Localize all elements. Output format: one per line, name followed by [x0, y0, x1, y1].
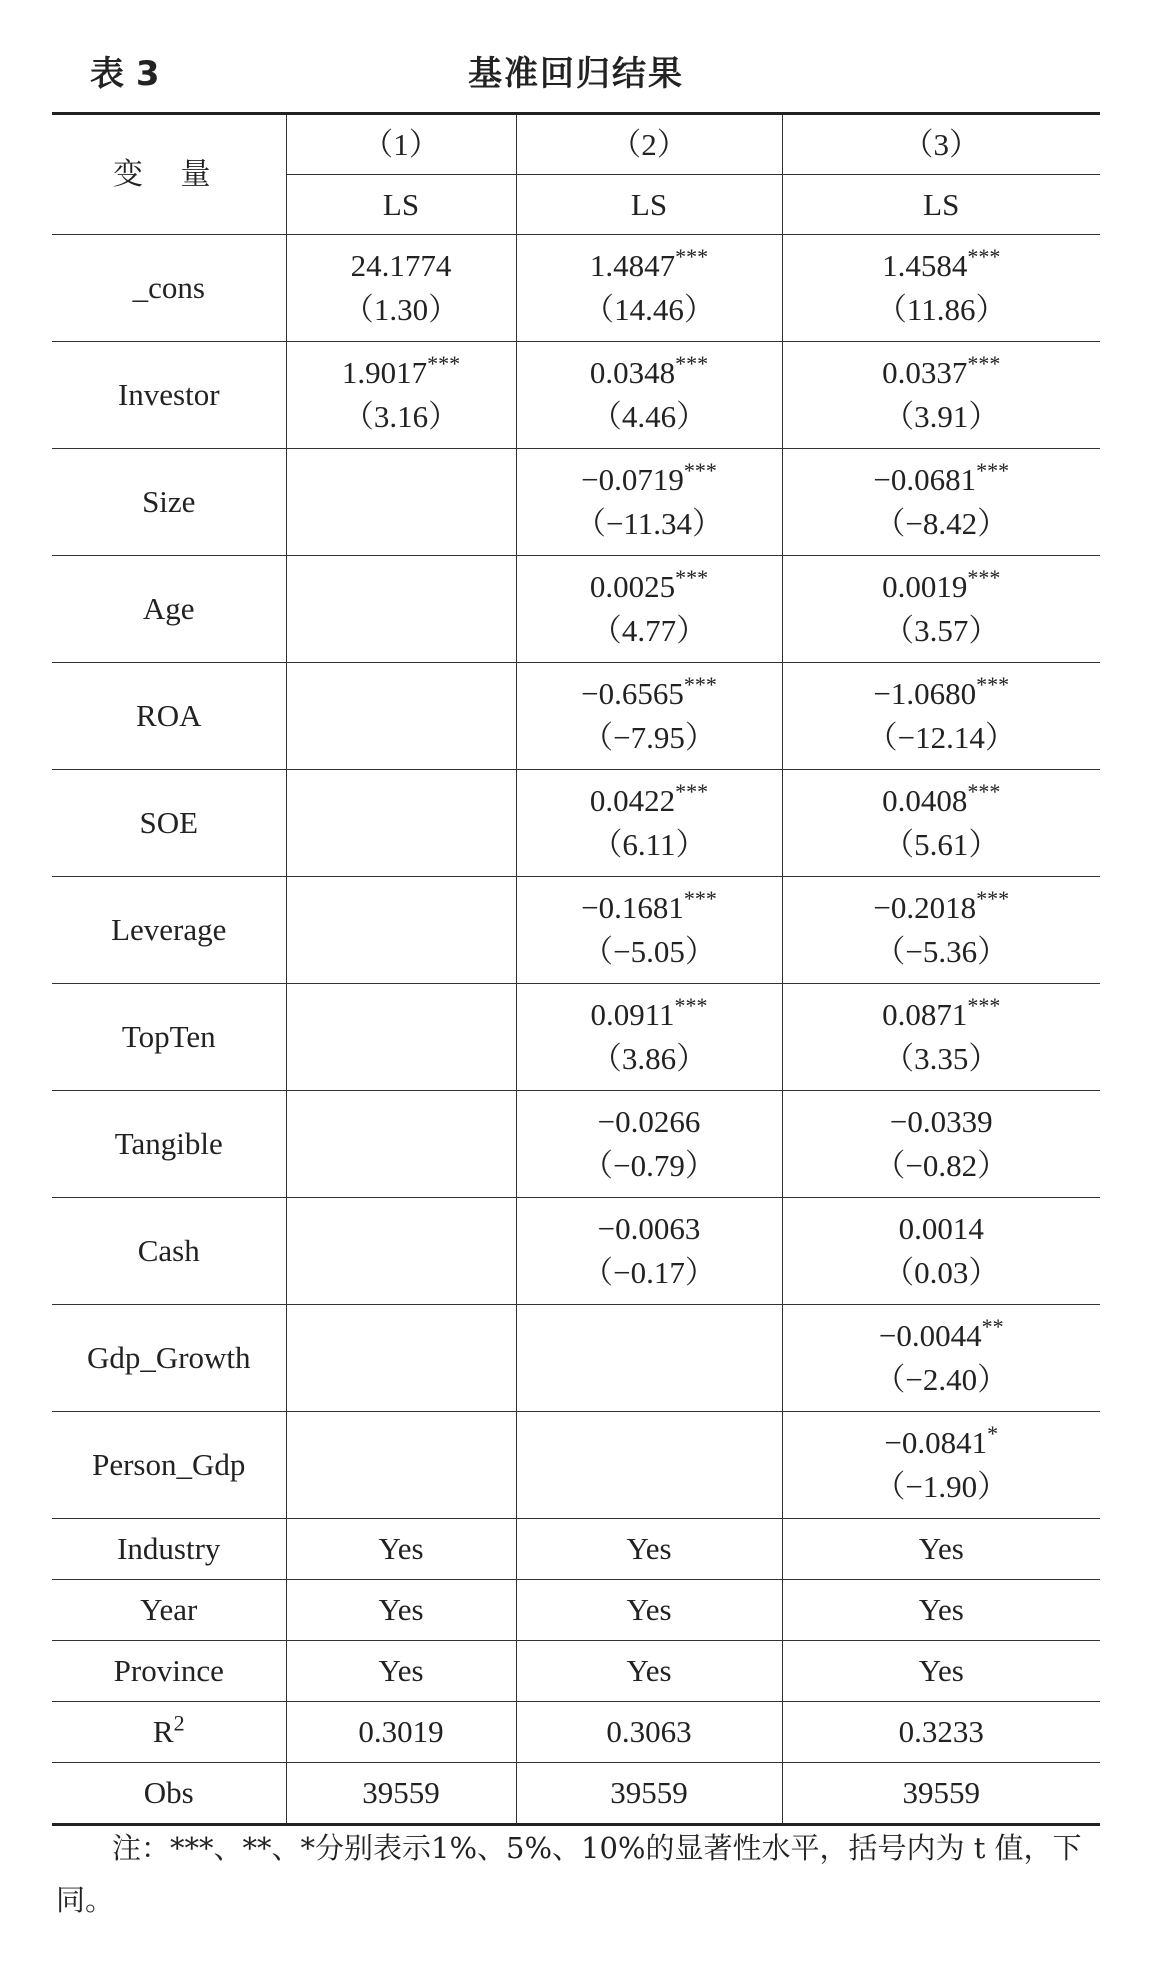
obs-row	[52, 1763, 1100, 1825]
t-statistic: （−2.40）	[874, 1362, 1009, 1397]
coefficient-value: 0.0025	[589, 569, 676, 604]
coefficient	[783, 1100, 1101, 1144]
estimate-cell	[516, 877, 782, 984]
coefficient	[783, 993, 1101, 1037]
column-header: （1）	[286, 114, 516, 175]
t-statistic: （1.30）	[342, 292, 460, 327]
variable-name: Cash	[52, 1198, 286, 1305]
significance-stars: ***	[674, 993, 708, 1018]
coefficient-value: −0.6565	[581, 676, 684, 711]
r2-label	[52, 1702, 286, 1763]
significance-stars: ***	[427, 351, 461, 376]
t-statistic: （−0.79）	[582, 1148, 716, 1183]
coefficient-value: −0.0681	[873, 462, 977, 497]
coefficient	[783, 886, 1101, 930]
coefficient-value: −0.0339	[889, 1104, 993, 1139]
t-statistic: （14.46）	[583, 292, 715, 327]
column-header: （3）	[782, 114, 1100, 175]
t-statistic: （3.57）	[883, 613, 1000, 648]
coefficient-value: 24.1774	[350, 248, 452, 283]
table-row	[52, 1091, 1100, 1198]
control-row	[52, 1519, 1100, 1580]
table-row	[52, 449, 1100, 556]
table-row	[52, 984, 1100, 1091]
estimate-cell	[516, 663, 782, 770]
t-statistic: （3.35）	[883, 1041, 1000, 1076]
coefficient	[517, 779, 782, 823]
variable-name: _cons	[52, 235, 286, 342]
coefficient	[783, 1421, 1101, 1465]
variable-name: Tangible	[52, 1091, 286, 1198]
significance-stars: ***	[967, 244, 1001, 269]
estimate-cell	[286, 663, 516, 770]
t-statistic: （−0.17）	[582, 1255, 716, 1290]
estimate-cell	[782, 342, 1100, 449]
significance-stars: **	[981, 1314, 1004, 1339]
t-statistic: （3.86）	[590, 1041, 708, 1076]
table-row	[52, 663, 1100, 770]
estimate-cell	[782, 984, 1100, 1091]
coefficient	[783, 779, 1101, 823]
control-value: Yes	[516, 1580, 782, 1641]
estimate-cell	[782, 877, 1100, 984]
coefficient	[783, 458, 1101, 502]
obs-value: 39559	[516, 1763, 782, 1825]
table-note: 注：***、**、*分别表示1%、5%、10%的显著性水平，括号内为 t 值，下同。	[56, 1831, 1082, 1917]
coefficient	[287, 244, 516, 288]
control-value: Yes	[516, 1519, 782, 1580]
control-name: Province	[52, 1641, 286, 1702]
estimate-cell	[516, 235, 782, 342]
estimate-cell	[516, 984, 782, 1091]
variable-header: 变 量	[52, 114, 286, 235]
significance-stars: ***	[967, 351, 1001, 376]
method-header: LS	[286, 175, 516, 235]
control-row	[52, 1580, 1100, 1641]
coefficient-value: −0.0719	[581, 462, 684, 497]
column-header: （2）	[516, 114, 782, 175]
significance-stars: ***	[976, 458, 1010, 483]
control-value: Yes	[782, 1580, 1100, 1641]
table-row	[52, 1412, 1100, 1519]
r2-row	[52, 1702, 1100, 1763]
r2-base: R	[152, 1714, 174, 1749]
variable-name: Leverage	[52, 877, 286, 984]
coefficient-value: 0.0337	[882, 355, 968, 390]
r2-value: 0.3233	[782, 1702, 1100, 1763]
estimate-cell	[286, 1412, 516, 1519]
control-value: Yes	[782, 1519, 1100, 1580]
estimate-cell	[516, 1198, 782, 1305]
coefficient	[783, 1207, 1101, 1251]
header-row-columns	[52, 114, 1100, 175]
t-statistic: （5.61）	[883, 827, 1000, 862]
variable-name: Size	[52, 449, 286, 556]
estimate-cell	[516, 1091, 782, 1198]
estimate-cell	[286, 449, 516, 556]
coefficient-value: 0.0019	[882, 569, 968, 604]
coefficient-value: 0.0348	[589, 355, 676, 390]
control-value: Yes	[286, 1641, 516, 1702]
t-statistic: （−12.14）	[866, 720, 1016, 755]
estimate-cell	[782, 1412, 1100, 1519]
coefficient	[517, 565, 782, 609]
table-row	[52, 770, 1100, 877]
obs-label: Obs	[52, 1763, 286, 1825]
estimate-cell	[782, 235, 1100, 342]
significance-stars: ***	[967, 565, 1001, 590]
estimate-cell	[782, 770, 1100, 877]
variable-name: Person_Gdp	[52, 1412, 286, 1519]
coefficient	[783, 672, 1101, 716]
table-row	[52, 1198, 1100, 1305]
control-value: Yes	[286, 1519, 516, 1580]
coefficient	[517, 1100, 782, 1144]
t-statistic: （−5.36）	[874, 934, 1009, 969]
estimate-cell	[286, 770, 516, 877]
table-row	[52, 877, 1100, 984]
table-row	[52, 235, 1100, 342]
coefficient-value: −0.2018	[873, 890, 977, 925]
variable-name: SOE	[52, 770, 286, 877]
table-number: 表 3	[90, 54, 160, 94]
coefficient-value: 0.0422	[589, 783, 676, 818]
estimate-cell	[516, 449, 782, 556]
coefficient	[517, 886, 782, 930]
coefficient-value: −0.0063	[597, 1211, 701, 1246]
table-title: 基准回归结果	[468, 54, 684, 94]
table-caption	[52, 40, 1100, 100]
coefficient	[517, 458, 782, 502]
significance-stars: ***	[683, 886, 717, 911]
coefficient	[517, 351, 782, 395]
coefficient	[517, 993, 782, 1037]
control-value: Yes	[782, 1641, 1100, 1702]
coefficient-value: 0.0408	[882, 783, 968, 818]
estimate-cell	[782, 1305, 1100, 1412]
variable-name: ROA	[52, 663, 286, 770]
t-statistic: （3.16）	[342, 399, 460, 434]
t-statistic: （−5.05）	[582, 934, 716, 969]
significance-stars: ***	[675, 351, 709, 376]
coefficient	[287, 351, 516, 395]
table-row	[52, 556, 1100, 663]
significance-stars: ***	[683, 458, 717, 483]
coefficient-value: −0.0044	[878, 1318, 982, 1353]
control-name: Year	[52, 1580, 286, 1641]
estimate-cell	[516, 342, 782, 449]
variable-name: Age	[52, 556, 286, 663]
method-header: LS	[782, 175, 1100, 235]
obs-value: 39559	[286, 1763, 516, 1825]
t-statistic: （−11.34）	[574, 506, 724, 541]
estimate-cell	[286, 1091, 516, 1198]
significance-stars: ***	[675, 565, 709, 590]
t-statistic: （−0.82）	[874, 1148, 1009, 1183]
coefficient-value: 0.0014	[898, 1211, 984, 1246]
significance-stars: ***	[967, 993, 1001, 1018]
t-statistic: （11.86）	[875, 292, 1007, 327]
significance-stars: ***	[976, 886, 1010, 911]
variable-name: TopTen	[52, 984, 286, 1091]
estimate-cell	[782, 449, 1100, 556]
estimate-cell	[286, 1305, 516, 1412]
coefficient-value: 1.9017	[341, 355, 428, 390]
t-statistic: （3.91）	[883, 399, 1000, 434]
estimate-cell	[286, 877, 516, 984]
estimate-cell	[286, 342, 516, 449]
significance-stars: ***	[967, 779, 1001, 804]
coefficient	[517, 1207, 782, 1251]
estimate-cell	[286, 1198, 516, 1305]
method-header: LS	[516, 175, 782, 235]
table-row	[52, 1305, 1100, 1412]
r2-value: 0.3019	[286, 1702, 516, 1763]
estimate-cell	[782, 556, 1100, 663]
significance-stars: ***	[683, 672, 717, 697]
t-statistic: （0.03）	[883, 1255, 1000, 1290]
estimate-cell	[782, 1091, 1100, 1198]
estimate-cell	[516, 1412, 782, 1519]
r2-superscript: 2	[173, 1710, 185, 1736]
obs-value: 39559	[782, 1763, 1100, 1825]
significance-stars: ***	[675, 779, 709, 804]
coefficient-value: 1.4584	[882, 248, 968, 283]
estimate-cell	[782, 663, 1100, 770]
r2-value: 0.3063	[516, 1702, 782, 1763]
estimate-cell	[782, 1198, 1100, 1305]
estimate-cell	[286, 984, 516, 1091]
t-statistic: （−8.42）	[874, 506, 1009, 541]
t-statistic: （4.46）	[590, 399, 708, 434]
control-row	[52, 1641, 1100, 1702]
coefficient-value: 0.0871	[882, 997, 968, 1032]
coefficient	[783, 565, 1101, 609]
estimate-cell	[516, 1305, 782, 1412]
estimate-cell	[516, 770, 782, 877]
coefficient	[517, 244, 782, 288]
variable-name: Gdp_Growth	[52, 1305, 286, 1412]
estimate-cell	[516, 556, 782, 663]
t-statistic: （−1.90）	[874, 1469, 1009, 1504]
coefficient	[783, 351, 1101, 395]
t-statistic: （−7.95）	[582, 720, 716, 755]
control-value: Yes	[516, 1641, 782, 1702]
coefficient-value: −0.0266	[597, 1104, 701, 1139]
table-row	[52, 342, 1100, 449]
estimate-cell	[286, 235, 516, 342]
coefficient-value: 0.0911	[590, 997, 675, 1032]
variable-name: Investor	[52, 342, 286, 449]
coefficient	[783, 1314, 1101, 1358]
t-statistic: （4.77）	[590, 613, 708, 648]
coefficient-value: −1.0680	[873, 676, 977, 711]
control-value: Yes	[286, 1580, 516, 1641]
significance-stars: ***	[675, 244, 709, 269]
significance-stars: ***	[976, 672, 1010, 697]
control-name: Industry	[52, 1519, 286, 1580]
coefficient-value: −0.0841	[884, 1425, 988, 1460]
significance-stars: *	[987, 1421, 999, 1446]
estimate-cell	[286, 556, 516, 663]
coefficient	[783, 244, 1101, 288]
coefficient-value: −0.1681	[581, 890, 684, 925]
coefficient-value: 1.4847	[589, 248, 676, 283]
coefficient	[517, 672, 782, 716]
t-statistic: （6.11）	[591, 827, 707, 862]
regression-table	[52, 112, 1100, 1826]
